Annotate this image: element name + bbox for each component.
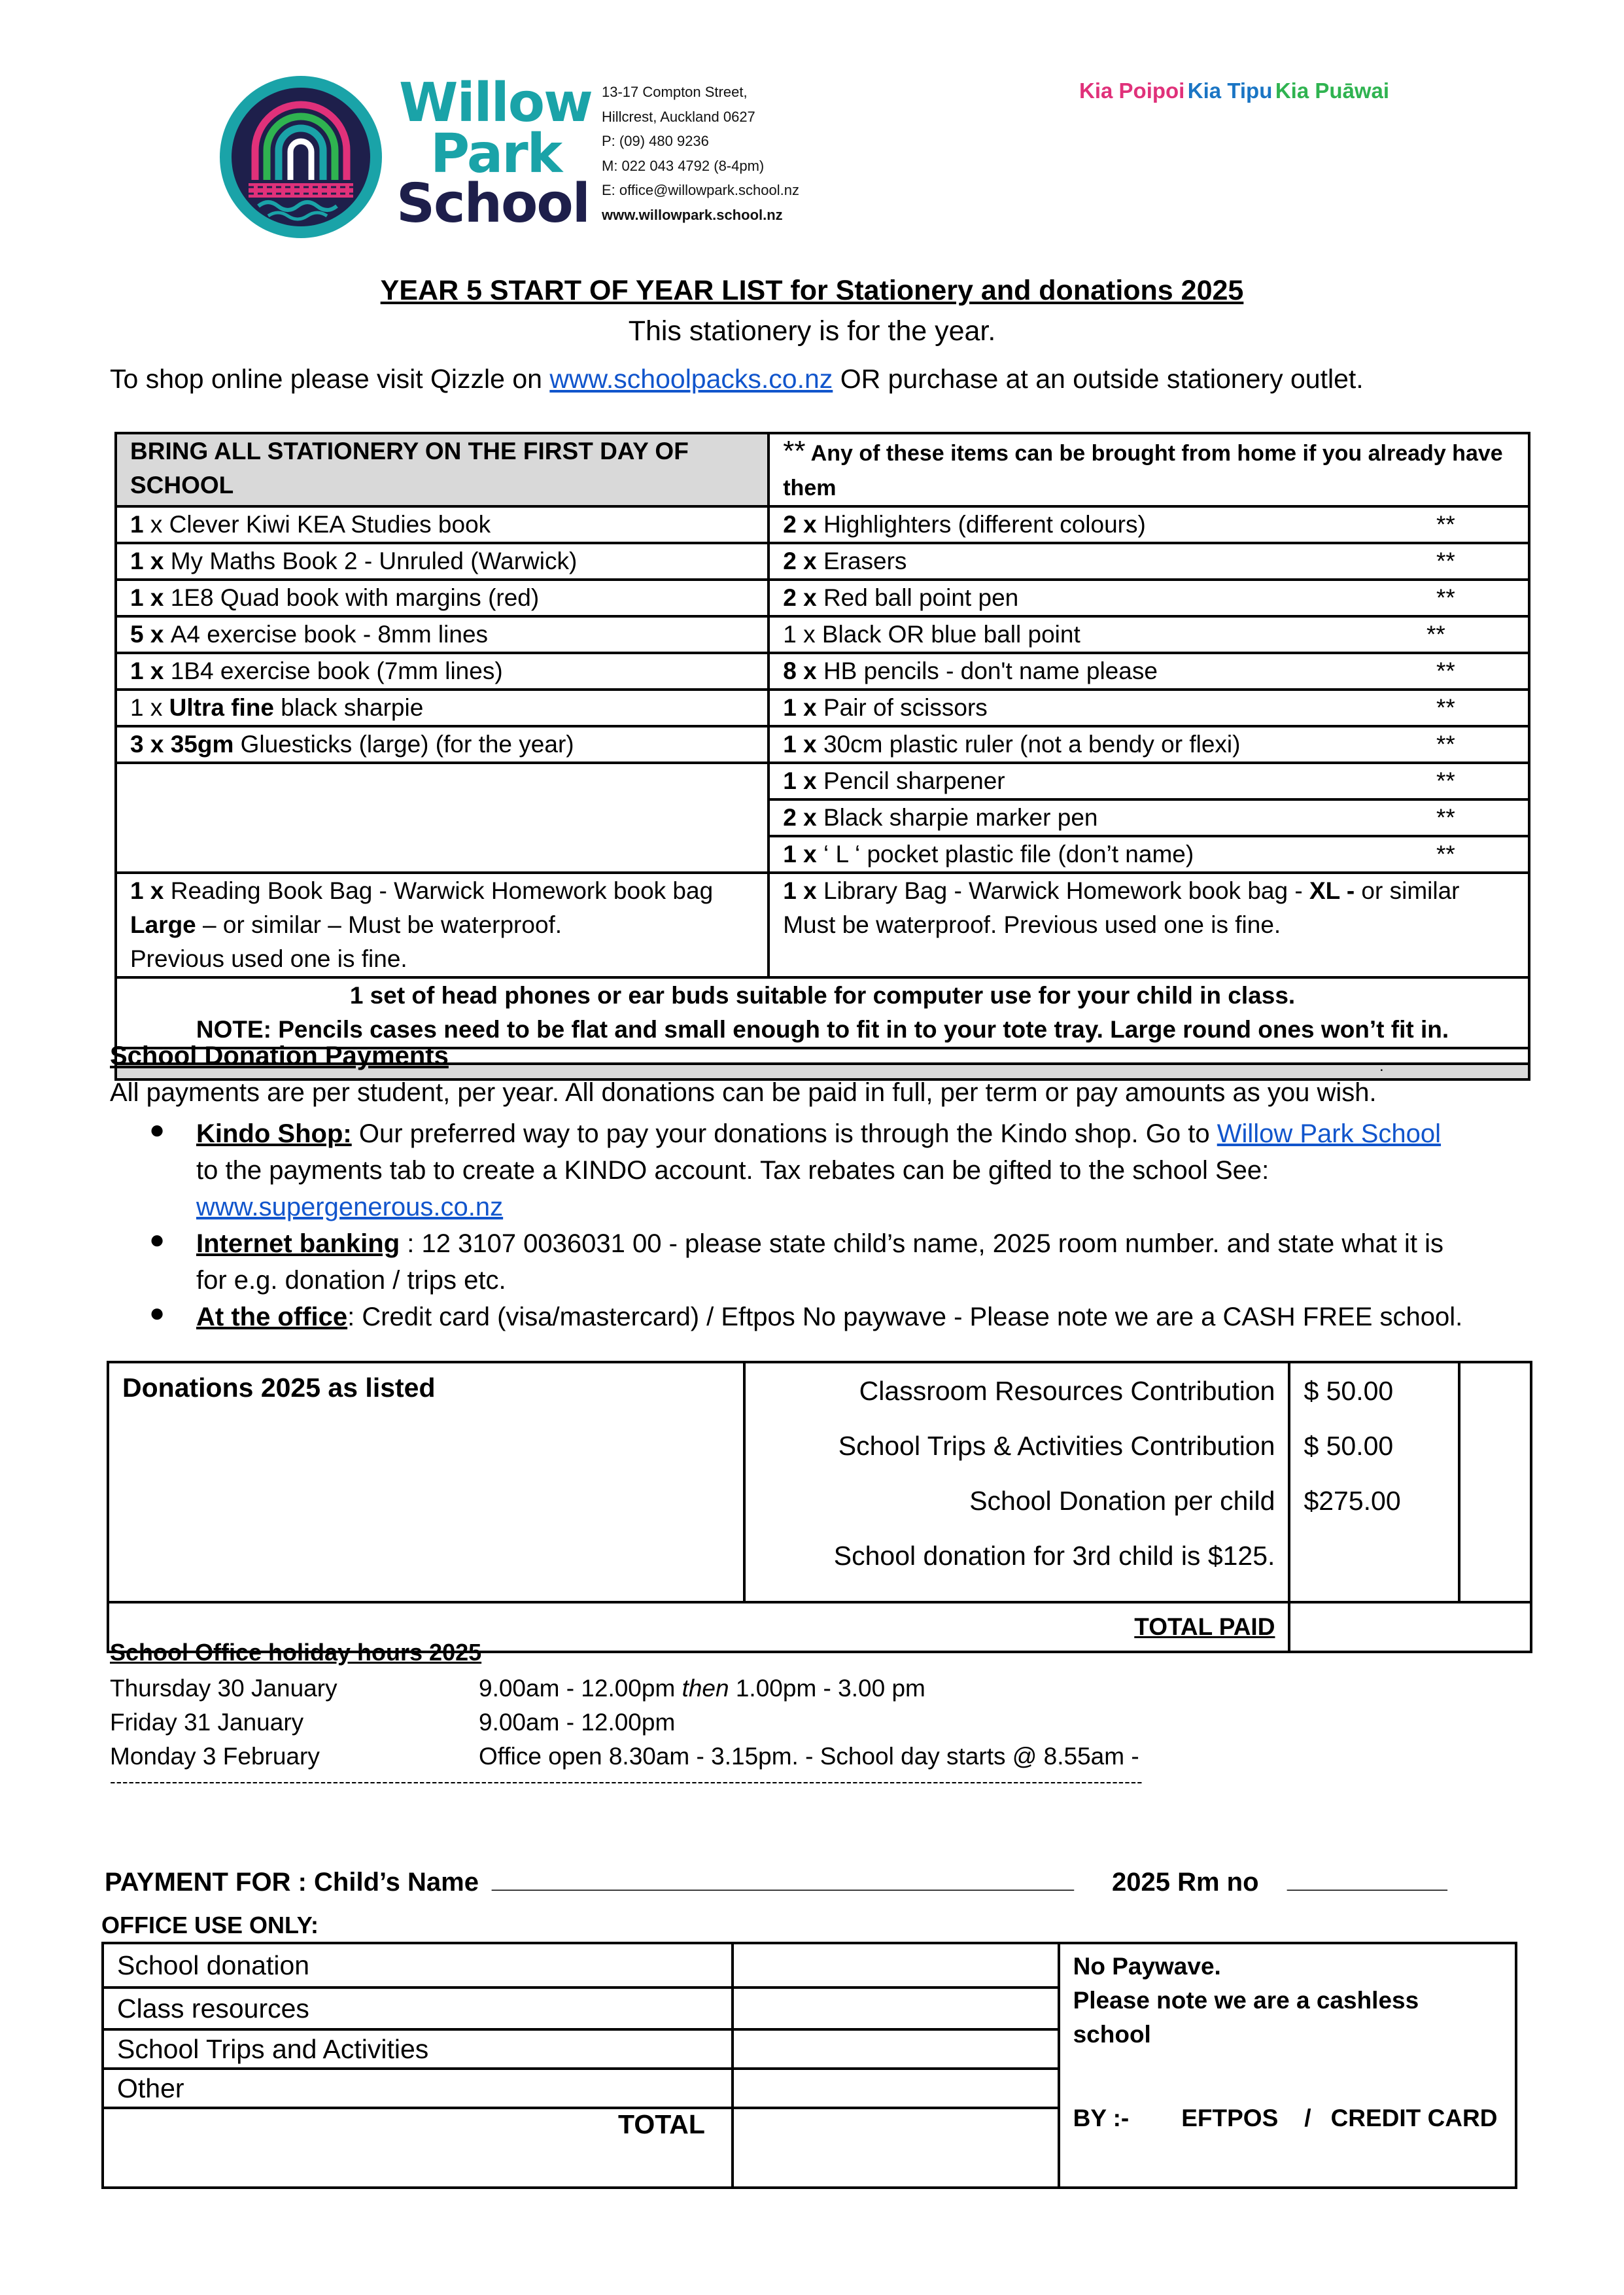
office-row-label: School donation <box>103 1943 733 1988</box>
holiday-time: 9.00am - 12.00pm <box>479 1709 676 1736</box>
right-item: 2 x Black sharpie marker pen ** <box>769 799 1529 836</box>
left-item: 3 x 35gm Gluesticks (large) (for the year) <box>116 726 769 763</box>
stationery-header-right <box>769 433 1529 506</box>
bullet: ● <box>149 1225 165 1254</box>
banking-item <box>196 1225 1570 1299</box>
bullet: ● <box>149 1299 165 1327</box>
donation-tick-column[interactable] <box>1459 1362 1531 1602</box>
donation-amount: $275.00 <box>1304 1486 1401 1516</box>
banking-label: Internet banking <box>196 1229 400 1258</box>
bullet: ● <box>149 1115 165 1144</box>
motto-part: Kia Tipu <box>1187 79 1273 103</box>
total-paid-label: TOTAL PAID <box>108 1602 1289 1652</box>
office-row-label: School Trips and Activities <box>103 2029 733 2069</box>
office-use-label: OFFICE USE ONLY: <box>101 1912 319 1938</box>
kindo-text: Our preferred way to pay your donations is through the Kindo shop. Go to <box>351 1119 1217 1148</box>
stationery-notes <box>116 977 1529 1048</box>
donations-label: Donations 2025 as listed <box>108 1362 744 1602</box>
page-title: YEAR 5 START OF YEAR LIST for Stationery and donations 2025 <box>380 275 1244 306</box>
holiday-hours-heading: School Office holiday hours 2025 <box>110 1639 482 1666</box>
left-item: 1 x Ultra fine black sharpie <box>116 690 769 726</box>
donations-table <box>107 1361 1532 1653</box>
left-item: 1 x 1E8 Quad book with margins (red) <box>116 580 769 616</box>
kindo-text2: to the payments tab to create a KINDO account. Tax rebates can be gifted to the school See: <box>196 1156 1270 1185</box>
holiday-day: Thursday 30 January <box>110 1675 337 1702</box>
address-website: www.willowpark.school.nz <box>602 206 783 223</box>
office-row-value[interactable] <box>733 2069 1059 2108</box>
right-item: 1 x Pencil sharpener ** <box>769 763 1529 799</box>
cashless-note: Please note we are a cashless school <box>1073 1987 1419 2048</box>
payment-method-cell <box>1059 1943 1516 2188</box>
holiday-day: Friday 31 January <box>110 1709 304 1736</box>
stationery-table <box>114 432 1530 1081</box>
schoolpacks-link[interactable]: www.schoolpacks.co.nz <box>549 364 833 394</box>
page-subtitle: This stationery is for the year. <box>628 315 996 347</box>
holiday-day: Monday 3 February <box>110 1743 320 1770</box>
office-row-value[interactable] <box>733 2029 1059 2069</box>
no-paywave: No Paywave. <box>1073 1953 1221 1980</box>
banking-text2: for e.g. donation / trips etc. <box>196 1266 506 1295</box>
payment-for-label: PAYMENT FOR : Child’s Name <box>105 1868 479 1897</box>
header-right-text: Any of these items can be brought from home if you already have them <box>783 441 1503 500</box>
shop-prefix: To shop online please visit Qizzle on <box>110 364 550 394</box>
left-item: 5 x A4 exercise book - 8mm lines <box>116 616 769 653</box>
right-item: 2 x Red ball point pen ** <box>769 580 1529 616</box>
right-item: 1 x ‘ L ‘ pocket plastic file (don’t name) ** <box>769 836 1529 873</box>
right-item: 8 x HB pencils - don't name please ** <box>769 653 1529 690</box>
holiday-time: 9.00am - 12.00pm then 1.00pm - 3.00 pm <box>479 1675 925 1702</box>
office-total-label: TOTAL <box>103 2108 733 2188</box>
supergenerous-link[interactable]: www.supergenerous.co.nz <box>196 1193 504 1221</box>
school-name-willow: Willow <box>399 72 592 134</box>
right-item: 1 x Black OR blue ball point ** <box>769 616 1529 653</box>
payment-by: BY :- EFTPOS / CREDIT CARD <box>1073 2105 1498 2131</box>
banking-text: : 12 3107 0036031 00 - please state child’s name, 2025 room number. and state what it is <box>400 1229 1443 1258</box>
donation-names <box>744 1362 1289 1602</box>
right-item: 2 x Erasers ** <box>769 543 1529 580</box>
library-bag-cell: 1 x Library Bag - Warwick Homework book bag - XL - or similar Must be waterproof. Previous used one is fine. <box>769 873 1529 977</box>
office-row-value[interactable] <box>733 1988 1059 2029</box>
holiday-hours-times <box>479 1672 1139 1774</box>
holiday-time: Office open 8.30am - 3.15pm. - School day starts @ 8.55am - <box>479 1743 1139 1770</box>
office-row-value[interactable] <box>733 1943 1059 1988</box>
right-item: 1 x Pair of scissors ** <box>769 690 1529 726</box>
left-item: 1 x Clever Kiwi KEA Studies book <box>116 506 769 543</box>
cut-line: ----------------------------------------------------------------------------------------------------------------------------------------------------------------------- <box>110 1772 1143 1791</box>
donation-payments-heading: School Donation Payments <box>110 1042 449 1070</box>
holiday-hours-days <box>110 1672 337 1774</box>
total-paid-value[interactable] <box>1289 1602 1531 1652</box>
donation-amounts <box>1289 1362 1459 1602</box>
school-name-school: School <box>396 173 589 235</box>
footer-dot: . <box>1379 1057 1384 1075</box>
donation-name: School donation for 3rd child is $125. <box>833 1541 1275 1571</box>
office-item <box>196 1299 1570 1335</box>
office-total-value[interactable] <box>733 2108 1059 2188</box>
right-item: 2 x Highlighters (different colours) ** <box>769 506 1529 543</box>
header-stars: ** <box>783 435 806 467</box>
left-item: 1 x My Maths Book 2 - Unruled (Warwick) <box>116 543 769 580</box>
room-number-line[interactable]: ___________ <box>1287 1865 1447 1893</box>
kindo-label: Kindo Shop: <box>196 1119 352 1148</box>
donation-amount: $ 50.00 <box>1304 1376 1394 1406</box>
donation-amount: $ 50.00 <box>1304 1431 1394 1461</box>
kindo-item <box>196 1115 1537 1225</box>
right-item: 1 x 30cm plastic ruler (not a bendy or flexi) ** <box>769 726 1529 763</box>
school-motto <box>1079 79 1389 103</box>
office-use-table <box>101 1942 1517 2189</box>
left-item: 1 x 1B4 exercise book (7mm lines) <box>116 653 769 690</box>
room-label: 2025 Rm no <box>1112 1868 1259 1897</box>
pencil-case-note: NOTE: Pencils cases need to be flat and small enough to fit in to your tote tray. Large round ones won’t fit in. <box>196 1016 1449 1043</box>
stationery-header-left: BRING ALL STATIONERY ON THE FIRST DAY OF SCHOOL <box>116 433 769 506</box>
school-name-park: Park <box>430 123 562 185</box>
empty-cell <box>116 763 769 873</box>
office-row-label: Other <box>103 2069 733 2108</box>
child-name-line[interactable]: ________________________________________ <box>492 1865 1074 1893</box>
shop-online-line <box>110 364 1364 394</box>
donation-name: Classroom Resources Contribution <box>859 1376 1275 1406</box>
motto-part: Kia Poipoi <box>1079 79 1185 103</box>
motto-part: Kia Puāwai <box>1275 79 1390 103</box>
address-line: Hillcrest, Auckland 0627 <box>602 108 755 125</box>
shop-suffix: OR purchase at an outside stationery outlet. <box>833 364 1364 394</box>
donation-name: School Trips & Activities Contribution <box>838 1431 1275 1461</box>
office-label: At the office <box>196 1303 348 1331</box>
office-row-label: Class resources <box>103 1988 733 2029</box>
address-line: 13-17 Compton Street, <box>602 84 748 100</box>
school-logo-icon <box>216 72 386 242</box>
donation-name: School Donation per child <box>969 1486 1275 1516</box>
willow-park-link[interactable]: Willow Park School <box>1217 1119 1442 1148</box>
address-line: P: (09) 480 9236 <box>602 133 709 149</box>
school-address <box>602 80 799 227</box>
address-line: E: office@willowpark.school.nz <box>602 182 799 198</box>
office-text: : Credit card (visa/mastercard) / Eftpos No paywave - Please note we are a CASH FREE school. <box>347 1303 1463 1331</box>
address-line: M: 022 043 4792 (8-4pm) <box>602 157 765 174</box>
donation-intro: All payments are per student, per year. All donations can be paid in full, per term or pay amounts as you wish. <box>110 1078 1377 1107</box>
headphones-note: 1 set of head phones or ear buds suitable for computer use for your child in class. <box>349 982 1296 1009</box>
reading-bag-cell: 1 x Reading Book Bag - Warwick Homework book bag Large – or similar – Must be waterproof. Previous used one is fine. <box>116 873 769 977</box>
